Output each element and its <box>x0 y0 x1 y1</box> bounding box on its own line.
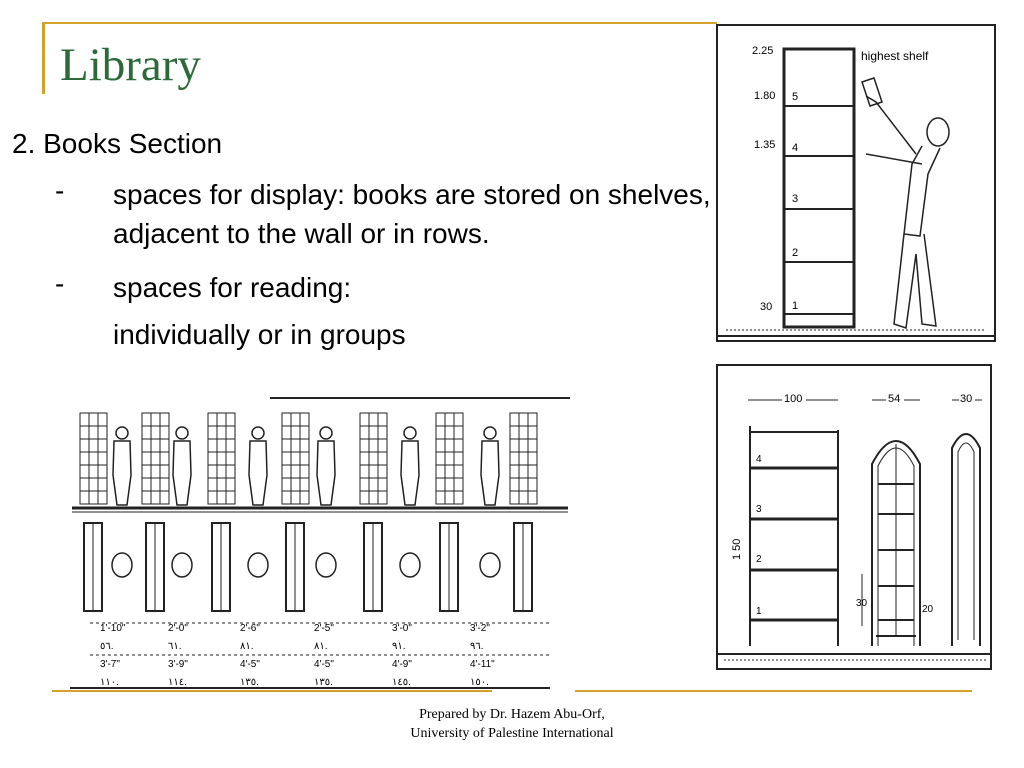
aisle-dimension-label: ١١٤. <box>168 677 187 688</box>
dim-label-20: 20 <box>922 604 934 615</box>
footer-credit <box>372 706 652 744</box>
aisle-dimension-label: 3'-2" <box>470 623 490 634</box>
shelf-height-figure <box>716 24 996 342</box>
bullet-text-2: spaces for reading: <box>113 272 352 303</box>
bullet-marker-1: - <box>55 175 65 206</box>
bullet-text-3: individually or in groups <box>113 319 406 350</box>
aisle-dimension-label: 2'-0" <box>168 623 188 634</box>
aisle-dimension-label: 3'-0" <box>392 623 412 634</box>
aisle-dimension-label: ٩١. <box>392 641 406 652</box>
aisle-dimension-label: ١٤٥. <box>392 677 411 688</box>
bookcase-shelf-4: 4 <box>756 454 762 465</box>
aisle-dimension-label: 3'-9" <box>168 659 188 670</box>
section-heading: 2. Books Section <box>12 128 223 159</box>
aisle-dimension-label: 2'-6" <box>240 623 260 634</box>
aisle-dimension-label: ٨١. <box>240 641 254 652</box>
accent-horizontal-line <box>42 22 717 24</box>
aisle-dimension-label: 1'-10" <box>100 623 126 634</box>
aisle-dimension-label: 2'-5" <box>314 623 334 634</box>
width-label-100: 100 <box>784 393 803 405</box>
aisle-dimension-label: ٥٦. <box>100 641 114 652</box>
bullet-marker-2: - <box>55 268 65 299</box>
person-figure-icon <box>112 427 132 577</box>
aisle-dimension-label: ٦١. <box>168 641 182 652</box>
footer-line-2: University of Palestine International <box>410 725 614 741</box>
bookcase-shelf-2: 2 <box>756 554 762 565</box>
aisle-dimension-label: ٩٦. <box>470 641 484 652</box>
person-reaching-icon <box>862 78 949 328</box>
aisle-dimension-label: 4'-11" <box>470 659 495 670</box>
width-label-30: 30 <box>960 393 973 405</box>
accent-vertical-line <box>42 22 45 94</box>
footer-line-1: Prepared by Dr. Hazem Abu-Orf, <box>419 707 605 722</box>
aisle-dimension-label: ١٣٥. <box>240 677 259 688</box>
aisle-dimension-label: 4'-9" <box>392 659 412 670</box>
bookcase-shelf-1: 1 <box>756 606 762 617</box>
highest-shelf-label: highest shelf <box>861 49 929 63</box>
aisle-dimension-label: ١١٠. <box>100 677 119 688</box>
footer-line-right <box>575 690 972 692</box>
dim-label-30: 30 <box>856 598 868 609</box>
bookcase-shelf-3: 3 <box>756 504 762 515</box>
height-label-150: 1 50 <box>731 538 743 560</box>
aisle-spacing-figure <box>70 395 570 695</box>
person-figure-icon <box>316 427 336 577</box>
bookcase-dimensions-figure <box>716 364 992 670</box>
aisle-dimension-label: ١٥٠. <box>470 677 489 688</box>
footer-line-left <box>52 690 492 692</box>
aisle-dimension-label: 4'-5" <box>240 659 260 670</box>
bullet-text-1: spaces for display: books are stored on shelves, adjacent to the wall or in rows. <box>113 179 711 250</box>
shelf-number-5: 5 <box>792 91 799 103</box>
page-title: Library <box>60 39 201 91</box>
shelf-number-1: 1 <box>792 300 799 312</box>
person-figure-icon <box>248 427 268 577</box>
aisle-dimension-label: 4'-5" <box>314 659 334 670</box>
person-figure-icon <box>172 427 192 577</box>
aisle-dimension-label: ١٣٥. <box>314 677 333 688</box>
shelf-number-2: 2 <box>792 247 799 259</box>
aisle-dimension-label: ٨١. <box>314 641 328 652</box>
height-label-3: 1.35 <box>754 139 776 151</box>
shelf-number-3: 3 <box>792 193 799 205</box>
person-figure-icon <box>400 427 420 577</box>
person-figure-icon <box>480 427 500 577</box>
height-label-2: 1.80 <box>754 90 776 102</box>
height-label-1: 2.25 <box>752 45 774 57</box>
width-label-54: 54 <box>888 393 901 405</box>
height-label-4: 30 <box>760 301 773 313</box>
shelf-number-4: 4 <box>792 142 799 154</box>
aisle-dimension-label: 3'-7" <box>100 659 120 670</box>
